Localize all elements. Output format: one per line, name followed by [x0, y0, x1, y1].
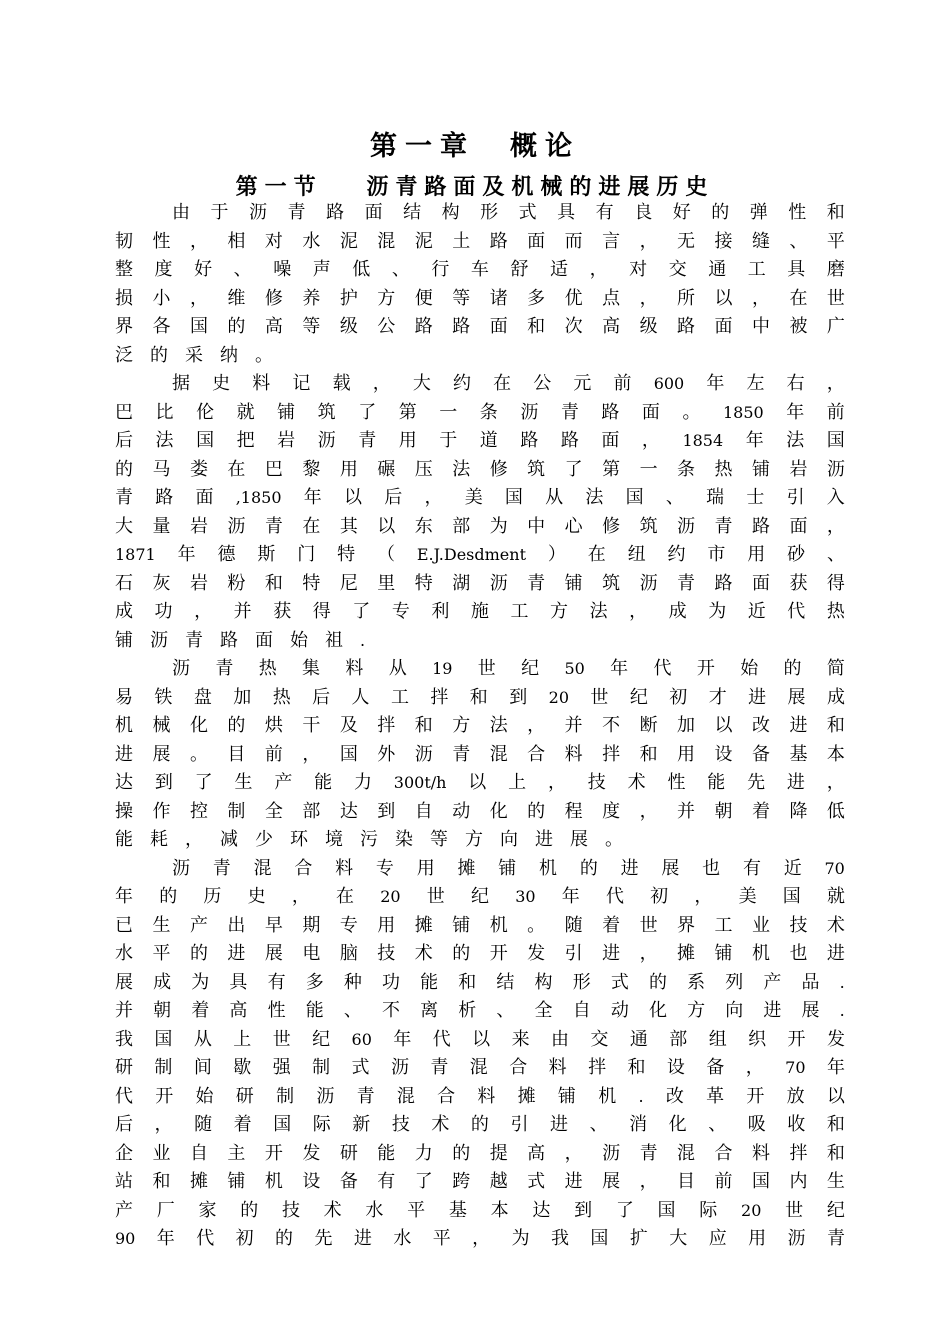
text-line: 站 和 摊 铺 机 设 备 有 了 跨 越 式 进 展 ， 目 前 国 内 生	[115, 1171, 845, 1192]
text-line: 产 厂 家 的 技 术 水 平 基 本 达 到 了 国 际 20 世 纪	[115, 1199, 845, 1221]
text-line: 并 朝 着 高 性 能 、 不 离 析 、 全 自 动 化 方 向 进 展 .	[115, 1000, 845, 1021]
text-line: 已 生 产 出 早 期 专 用 摊 铺 机 。 随 着 世 界 工 业 技 术	[115, 914, 845, 936]
text-line: 后 ， 随 着 国 际 新 技 术 的 引 进 、 消 化 、 吸 收 和	[115, 1114, 845, 1135]
text-line: 界 各 国 的 高 等 级 公 路 路 面 和 次 高 级 路 面 中 被 广	[115, 316, 845, 337]
text-line: 能 耗 ， 减 少 环 境 污 染 等 方 向 进 展 。	[115, 829, 623, 850]
text-line: 达 到 了 生 产 能 力 300t/h 以 上 ， 技 术 性 能 先 进 ，	[115, 772, 845, 793]
text-line: 损 小 ， 维 修 养 护 方 便 等 诸 多 优 点 ， 所 以 ， 在 世	[115, 287, 845, 309]
text-line: 年 的 历 史 ， 在 20 世 纪 30 年 代 初 ， 美 国 就	[115, 886, 845, 907]
text-line: 整 度 好 、 噪 声 低 、 行 车 舒 适 ， 对 交 通 工 具 磨	[115, 259, 845, 280]
text-line: 巴 比 伦 就 铺 筑 了 第 一 条 沥 青 路 面 。 1850 年 前	[115, 401, 845, 423]
text-line: 水 平 的 进 展 电 脑 技 术 的 开 发 引 进 ， 摊 铺 机 也 进	[115, 943, 845, 964]
text-line: 由 于 沥 青 路 面 结 构 形 式 具 有 良 好 的 弹 性 和	[172, 202, 845, 223]
text-line: 1871 年 德 斯 门 特 （ E.J.Desdment ） 在 纽 约 市 用 砂 、	[115, 544, 845, 565]
text-line: 大 量 岩 沥 青 在 其 以 东 部 为 中 心 修 筑 沥 青 路 面 ，	[115, 515, 845, 537]
text-line: 我 国 从 上 世 纪 60 年 代 以 来 由 交 通 部 组 织 开 发	[115, 1028, 845, 1050]
text-line: 易 铁 盘 加 热 后 人 工 拌 和 到 20 世 纪 初 才 进 展 成	[115, 686, 845, 708]
text-line: 沥 青 混 合 料 专 用 摊 铺 机 的 进 展 也 有 近 70	[172, 857, 845, 879]
text-line: 操 作 控 制 全 部 达 到 自 动 化 的 程 度 ， 并 朝 着 降 低	[115, 800, 845, 822]
text-line: 的 马 娄 在 巴 黎 用 碾 压 法 修 筑 了 第 一 条 热 铺 岩 沥	[115, 458, 845, 480]
text-line: 泛 的 采 纳 。	[115, 344, 273, 366]
text-line: 石 灰 岩 粉 和 特 尼 里 特 湖 沥 青 铺 筑 沥 青 路 面 获 得	[115, 572, 845, 594]
chapter-title: 第一章 概论	[370, 131, 580, 162]
text-line: 据 史 料 记 载 ， 大 约 在 公 元 前 600 年 左 右 ，	[172, 373, 845, 394]
text-line: 铺 沥 青 路 面 始 祖 .	[115, 629, 366, 651]
text-line: 青 路 面 ,1850 年 以 后 ， 美 国 从 法 国 、 瑞 士 引 入	[115, 487, 845, 508]
section-title: 第一节 沥青路面及机械的进展历史	[235, 175, 715, 200]
text-line: 机 械 化 的 烘 干 及 拌 和 方 法 ， 并 不 断 加 以 改 进 和	[115, 715, 845, 736]
text-line: 展 成 为 具 有 多 种 功 能 和 结 构 形 式 的 系 列 产 品 .	[115, 971, 845, 993]
text-line: 企 业 自 主 开 发 研 能 力 的 提 高 ， 沥 青 混 合 料 拌 和	[115, 1142, 845, 1164]
text-line: 沥 青 热 集 料 从 19 世 纪 50 年 代 开 始 的 简	[172, 658, 845, 679]
text-line: 成 功 ， 并 获 得 了 专 利 施 工 方 法 ， 成 为 近 代 热	[115, 601, 845, 622]
text-line: 90 年 代 初 的 先 进 水 平 ， 为 我 国 扩 大 应 用 沥 青	[115, 1228, 845, 1249]
text-line: 进 展 。 目 前 ， 国 外 沥 青 混 合 料 拌 和 用 设 备 基 本	[115, 743, 845, 765]
text-line: 研 制 间 歇 强 制 式 沥 青 混 合 料 拌 和 设 备 ， 70 年	[115, 1057, 845, 1078]
text-line: 韧 性 ， 相 对 水 泥 混 泥 土 路 面 而 言 ， 无 接 缝 、 平	[115, 230, 845, 252]
text-line: 后 法 国 把 岩 沥 青 用 于 道 路 路 面 ， 1854 年 法 国	[115, 430, 845, 451]
text-line: 代 开 始 研 制 沥 青 混 合 料 摊 铺 机 . 改 革 开 放 以	[115, 1085, 845, 1107]
